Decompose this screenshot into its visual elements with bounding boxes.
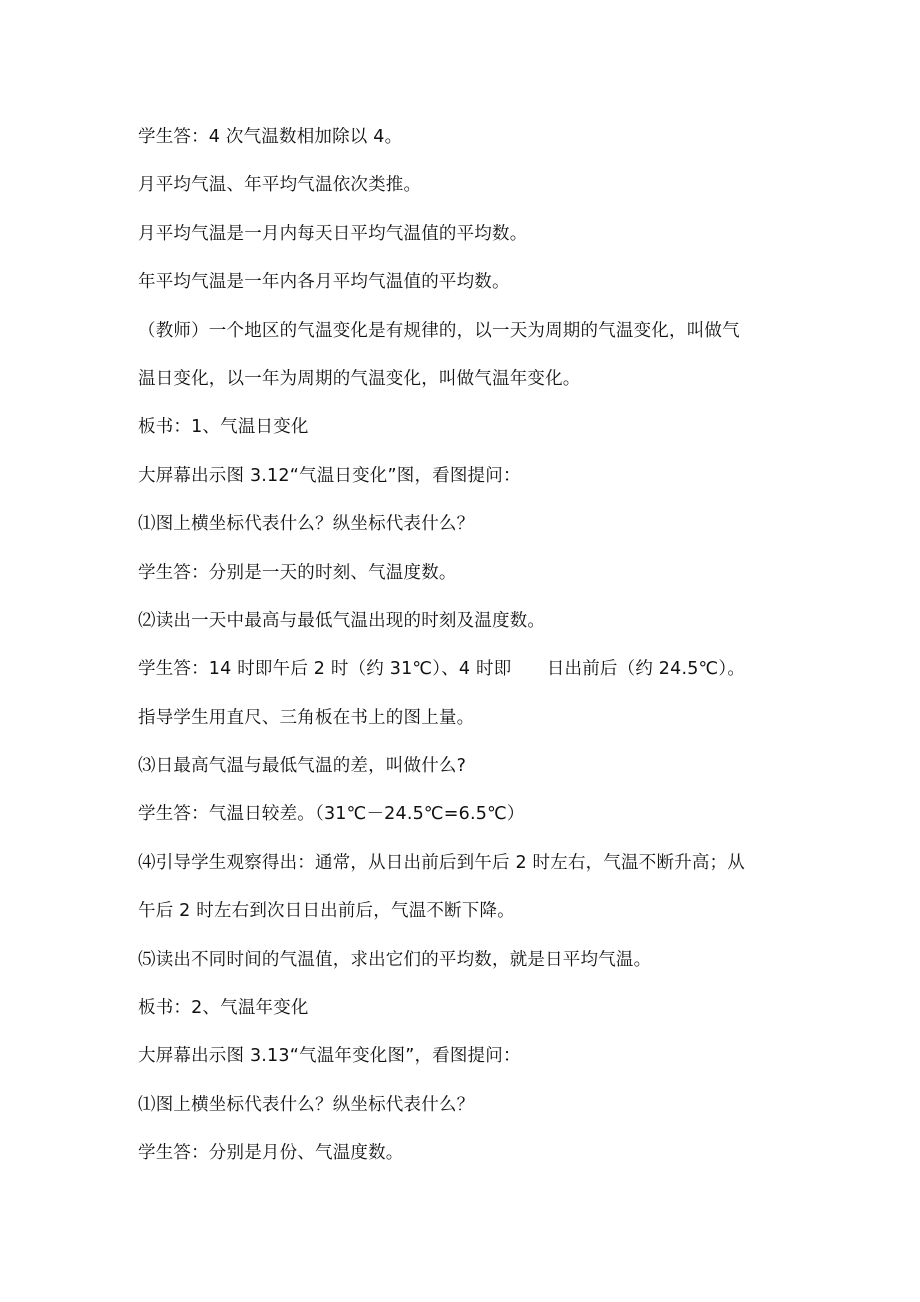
question-line: ⑸读出不同时间的气温值，求出它们的平均数，就是日平均气温。 xyxy=(138,949,652,970)
question-line: ⑴图上横坐标代表什么？纵坐标代表什么？ xyxy=(138,514,475,535)
board-heading: 板书：1、气温日变化 xyxy=(138,417,309,438)
question-line: ⑵读出一天中最高与最低气温出现的时刻及温度数。 xyxy=(138,610,546,631)
answer-line: 学生答：气温日较差。（31℃－24.5℃=6.5℃） xyxy=(138,804,525,825)
text-line: 指导学生用直尺、三角板在书上的图上量。 xyxy=(138,707,475,728)
text-line: 温日变化，以一年为周期的气温变化，叫做气温年变化。 xyxy=(138,368,581,389)
text-line: 月平均气温是一月内每天日平均气温值的平均数。 xyxy=(138,223,528,244)
text-line: 年平均气温是一年内各月平均气温值的平均数。 xyxy=(138,272,510,293)
document-body xyxy=(138,113,788,1178)
question-line: ⑶日最高气温与最低气温的差，叫做什么? xyxy=(138,756,467,777)
question-line: ⑴图上横坐标代表什么？纵坐标代表什么？ xyxy=(138,1094,475,1115)
question-line: ⑷引导学生观察得出：通常，从日出前后到午后 2 时左右，气温不断升高；从 xyxy=(138,852,745,873)
answer-line: 学生答：14 时即午后 2 时（约 31℃）、4 时即 日出前后（约 24.5℃）。 xyxy=(138,659,746,680)
answer-line: 学生答：分别是月份、气温度数。 xyxy=(138,1143,404,1164)
answer-line: 学生答：分别是一天的时刻、气温度数。 xyxy=(138,562,457,583)
text-line: 午后 2 时左右到次日日出前后，气温不断下降。 xyxy=(138,901,515,922)
text-line: 大屏幕出示图 3.13“气温年变化图”，看图提问： xyxy=(138,1046,521,1067)
text-line: （教师）一个地区的气温变化是有规律的，以一天为周期的气温变化，叫做气 xyxy=(138,320,740,341)
text-line: 大屏幕出示图 3.12“气温日变化”图，看图提问： xyxy=(138,465,521,486)
text-line: 月平均气温、年平均气温依次类推。 xyxy=(138,175,422,196)
board-heading: 板书：2、气温年变化 xyxy=(138,998,309,1019)
text-line: 学生答：4 次气温数相加除以 4。 xyxy=(138,127,403,147)
